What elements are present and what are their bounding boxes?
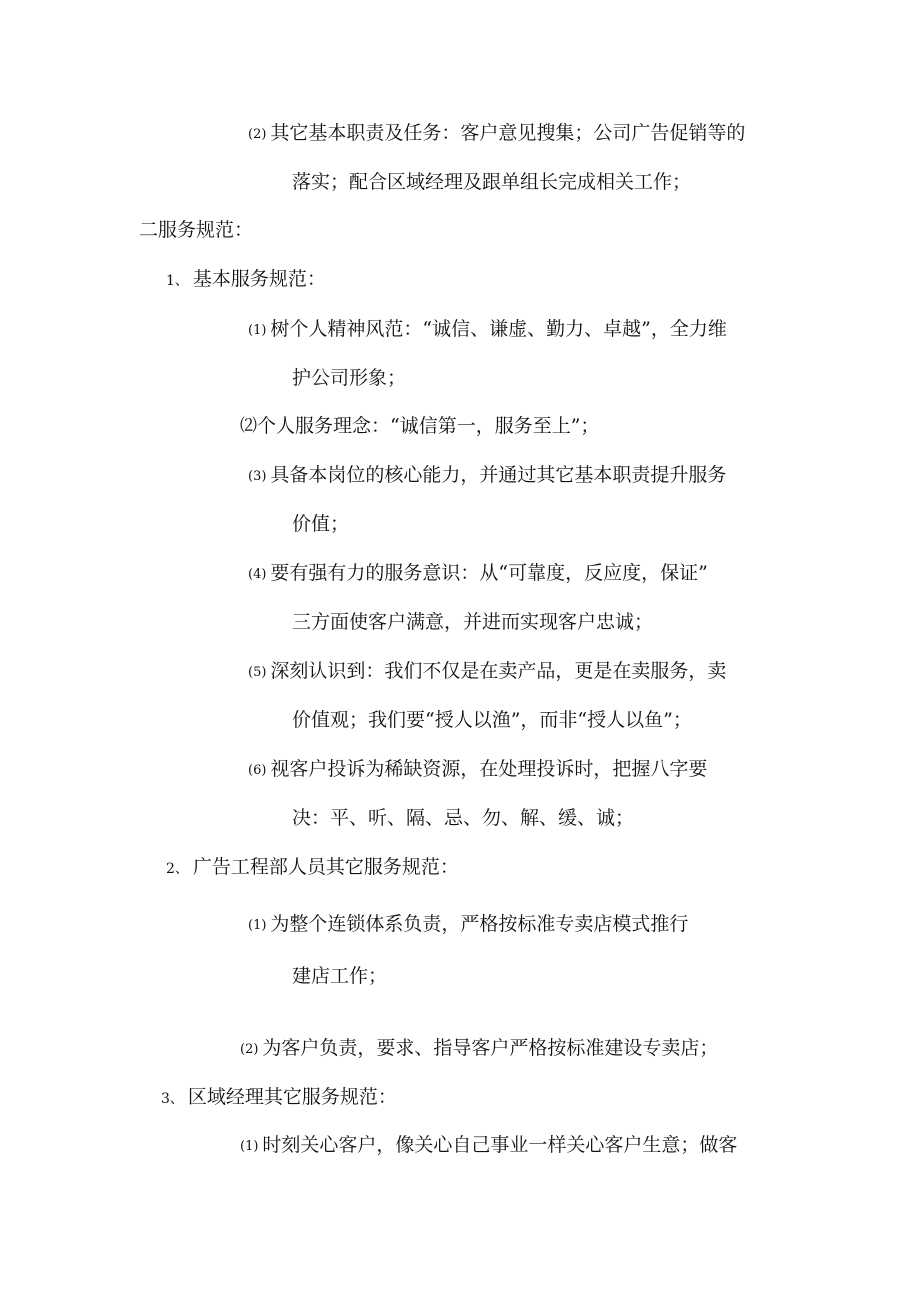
ad-item-2-line1 (240, 1037, 718, 1061)
basic-item-6-line1 (248, 758, 707, 782)
basic-item-3-line2 (292, 513, 349, 535)
basic-item-5-line1 (248, 660, 726, 684)
basic-item-1-line2 (292, 367, 406, 389)
subsection-1-heading (166, 268, 326, 292)
item-number: (2) (240, 1042, 259, 1057)
item-text: 要有强有力的服务意识：从“可靠度，反应度，保证” (270, 562, 708, 584)
item-text: 为整个连锁体系负责，严格按标准专卖店模式推行 (270, 913, 689, 935)
item-number: (2) (248, 127, 267, 142)
item-text: 树个人精神风范：“诚信、谦虚、勤力、卓越”，全力维 (270, 318, 727, 340)
subsection-3-heading (161, 1086, 397, 1110)
subsection-number: 2、 (166, 861, 189, 877)
basic-item-6-line2 (292, 807, 634, 829)
subsection-title: 广告工程部人员其它服务规范： (192, 856, 459, 878)
item-text: 时刻关心客户，像关心自己事业一样关心客户生意；做客 (262, 1134, 738, 1156)
item-text: 深刻认识到：我们不仅是在卖产品，更是在卖服务，卖 (270, 660, 727, 682)
item-number: (5) (248, 665, 267, 680)
item-number: (1) (248, 323, 267, 338)
section-heading-service-standards (139, 219, 253, 241)
item-number: (3) (248, 469, 267, 484)
subsection-title: 区域经理其它服务规范： (187, 1086, 397, 1108)
item-number: (1) (248, 918, 267, 933)
section-heading-text: 二服务规范： (139, 219, 254, 241)
item-text-continued: 价值； (292, 513, 350, 535)
basic-item-2-line1 (240, 415, 599, 437)
item-text-continued: 护公司形象； (292, 367, 407, 389)
subsection-number: 3、 (161, 1091, 184, 1107)
duty-item-2-line1 (248, 122, 745, 146)
item-text: 个人服务理念：“诚信第一，服务至上”； (257, 415, 600, 437)
basic-item-4-line1 (248, 562, 708, 586)
subsection-number: 1、 (166, 273, 189, 289)
subsection-2-heading (166, 856, 459, 880)
ad-item-1-line1 (248, 913, 688, 937)
item-number: (1) (240, 1139, 259, 1154)
item-text-continued: 三方面使客户满意，并进而实现客户忠诚； (292, 611, 654, 633)
basic-item-5-line2 (292, 709, 692, 731)
ad-item-1-line2 (292, 965, 387, 987)
duty-item-2-line2 (292, 171, 691, 193)
basic-item-1-line1 (248, 318, 727, 342)
item-text-continued: 价值观；我们要“授人以渔”，而非“授人以鱼”； (292, 709, 692, 731)
item-text: 其它基本职责及任务：客户意见搜集；公司广告促销等的 (270, 122, 746, 144)
item-number: ⑵ (240, 416, 257, 436)
item-text-continued: 落实；配合区域经理及跟单组长完成相关工作； (292, 171, 692, 193)
subsection-title: 基本服务规范： (192, 268, 326, 290)
item-text: 视客户投诉为稀缺资源，在处理投诉时，把握八字要 (270, 758, 708, 780)
regional-item-1-line1 (240, 1134, 737, 1158)
basic-item-3-line1 (248, 464, 726, 488)
item-text-continued: 建店工作； (292, 965, 388, 987)
item-number: (6) (248, 763, 267, 778)
item-text-continued: 决：平、听、隔、忌、勿、解、缓、诚； (292, 807, 635, 829)
basic-item-4-line2 (292, 611, 653, 633)
item-text: 为客户负责，要求、指导客户严格按标准建设专卖店； (262, 1037, 719, 1059)
item-number: (4) (248, 567, 267, 582)
item-text: 具备本岗位的核心能力，并通过其它基本职责提升服务 (270, 464, 727, 486)
